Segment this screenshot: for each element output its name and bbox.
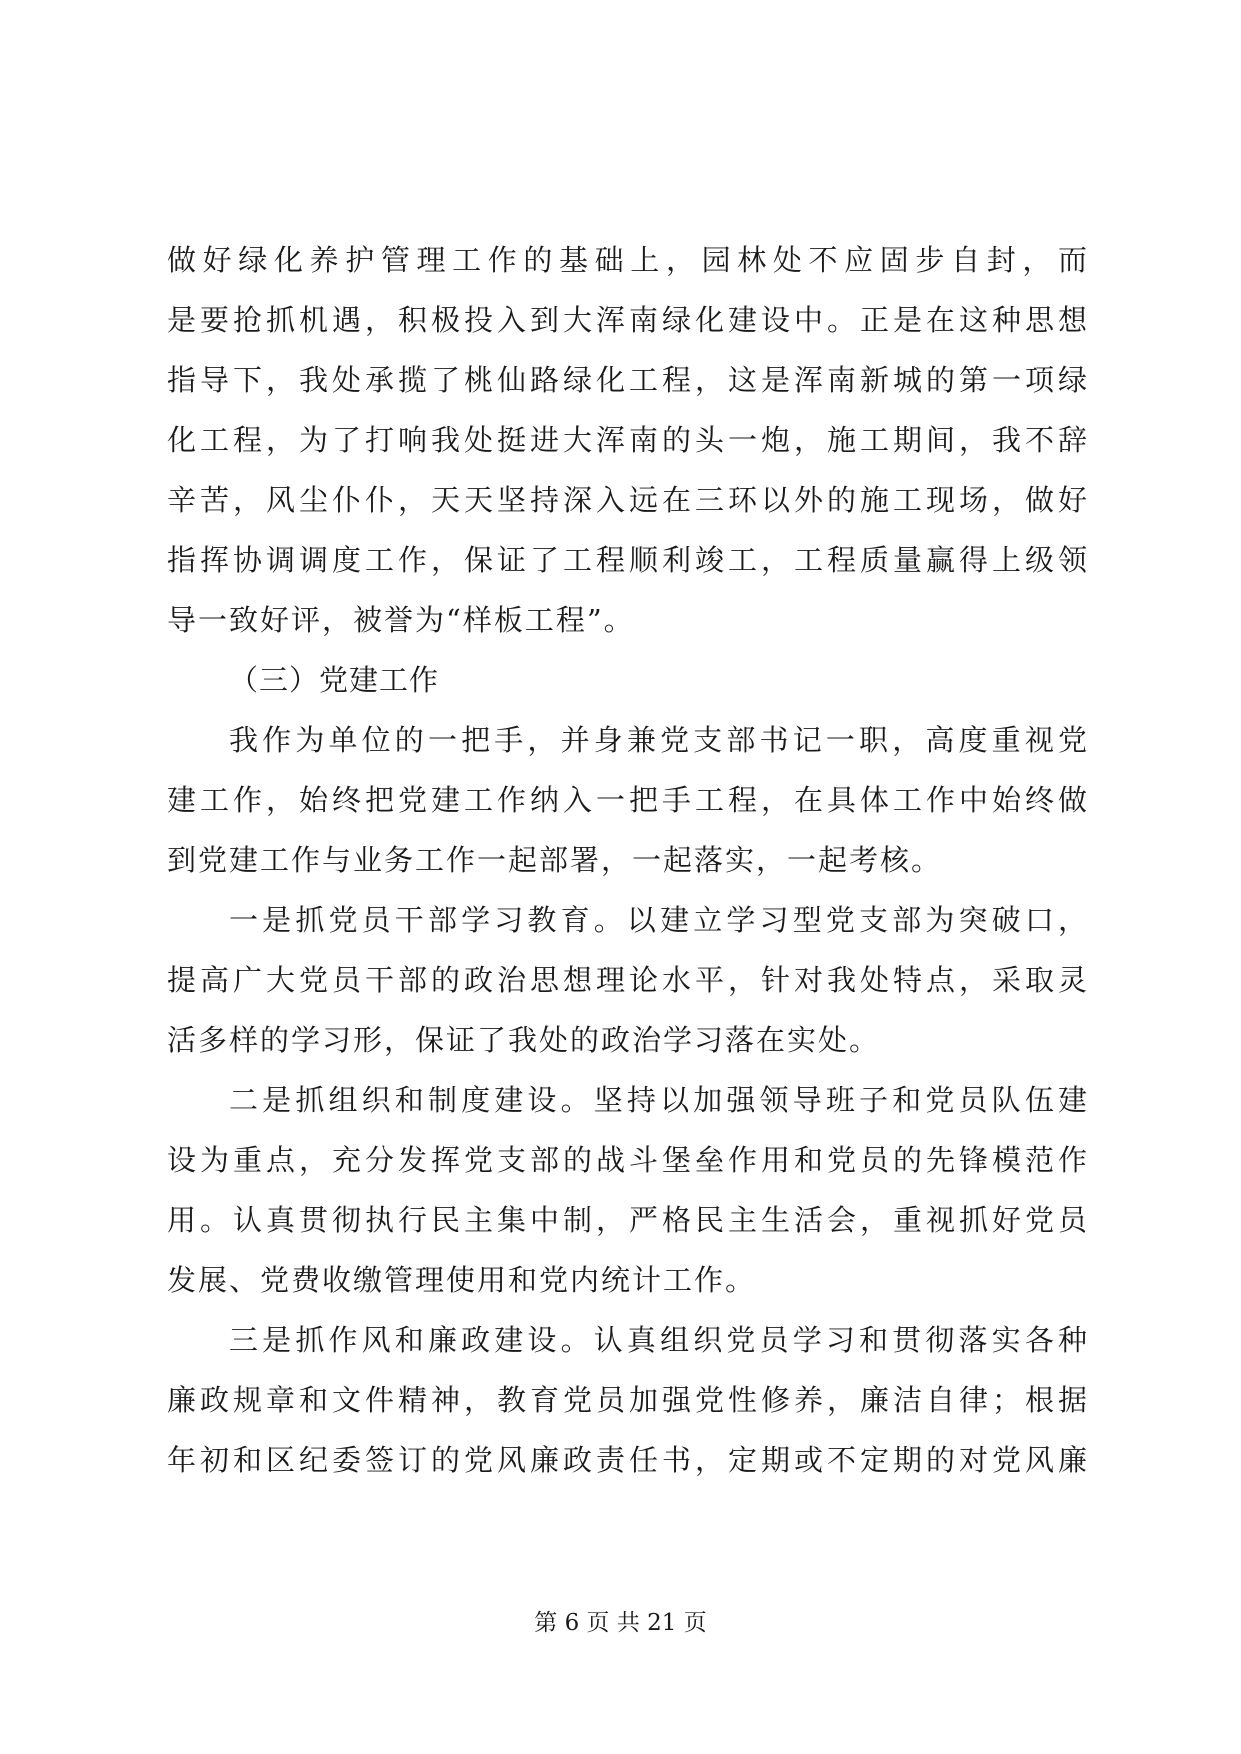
text-line: 到党建工作与业务工作一起部署，一起落实，一起考核。: [167, 843, 943, 877]
text-line: 活多样的学习形，保证了我处的政治学习落在实处。: [167, 1023, 881, 1057]
text-line: 建工作，始终把党建工作纳入一把手工程，在具体工作中始终做: [167, 783, 1087, 817]
text-line: 化工程，为了打响我处挺进大浑南的头一炮，施工期间，我不辞: [167, 423, 1087, 457]
text-line: 发展、党费收缴管理使用和党内统计工作。: [167, 1263, 757, 1297]
text-line: 是要抢抓机遇，积极投入到大浑南绿化建设中。正是在这种思想: [167, 303, 1087, 337]
text-line: 做好绿化养护管理工作的基础上，园林处不应固步自封，而: [167, 243, 1087, 277]
text-line: 设为重点，充分发挥党支部的战斗堡垒作用和党员的先锋模范作: [167, 1143, 1087, 1177]
section-heading: （三）党建工作: [229, 663, 440, 697]
page-footer: [0, 1604, 1241, 1637]
text-line: 二是抓组织和制度建设。坚持以加强领导班子和党员队伍建: [229, 1083, 1087, 1117]
text-line: 我作为单位的一把手，并身兼党支部书记一职，高度重视党: [229, 723, 1087, 757]
text-line: 指导下，我处承揽了桃仙路绿化工程，这是浑南新城的第一项绿: [167, 363, 1087, 397]
text-line: 一是抓党员干部学习教育。以建立学习型党支部为突破口，: [229, 903, 1087, 937]
text-line: 辛苦，风尘仆仆，天天坚持深入远在三环以外的施工现场，做好: [167, 483, 1087, 517]
text-line: 年初和区纪委签订的党风廉政责任书，定期或不定期的对党风廉: [167, 1443, 1087, 1477]
text-line: 廉政规章和文件精神，教育党员加强党性修养，廉洁自律；根据: [167, 1383, 1087, 1417]
text-line: 提高广大党员干部的政治思想理论水平，针对我处特点，采取灵: [167, 963, 1087, 997]
page-number-label: 第 6 页 共 21 页: [534, 1610, 707, 1636]
text-line: 导一致好评，被誉为“样板工程”。: [167, 603, 635, 637]
text-line: 用。认真贯彻执行民主集中制，严格民主生活会，重视抓好党员: [167, 1203, 1087, 1237]
text-line: 指挥协调调度工作，保证了工程顺利竣工，工程质量赢得上级领: [167, 543, 1087, 577]
text-line: 三是抓作风和廉政建设。认真组织党员学习和贯彻落实各种: [229, 1323, 1087, 1357]
document-body: [167, 230, 1087, 1490]
